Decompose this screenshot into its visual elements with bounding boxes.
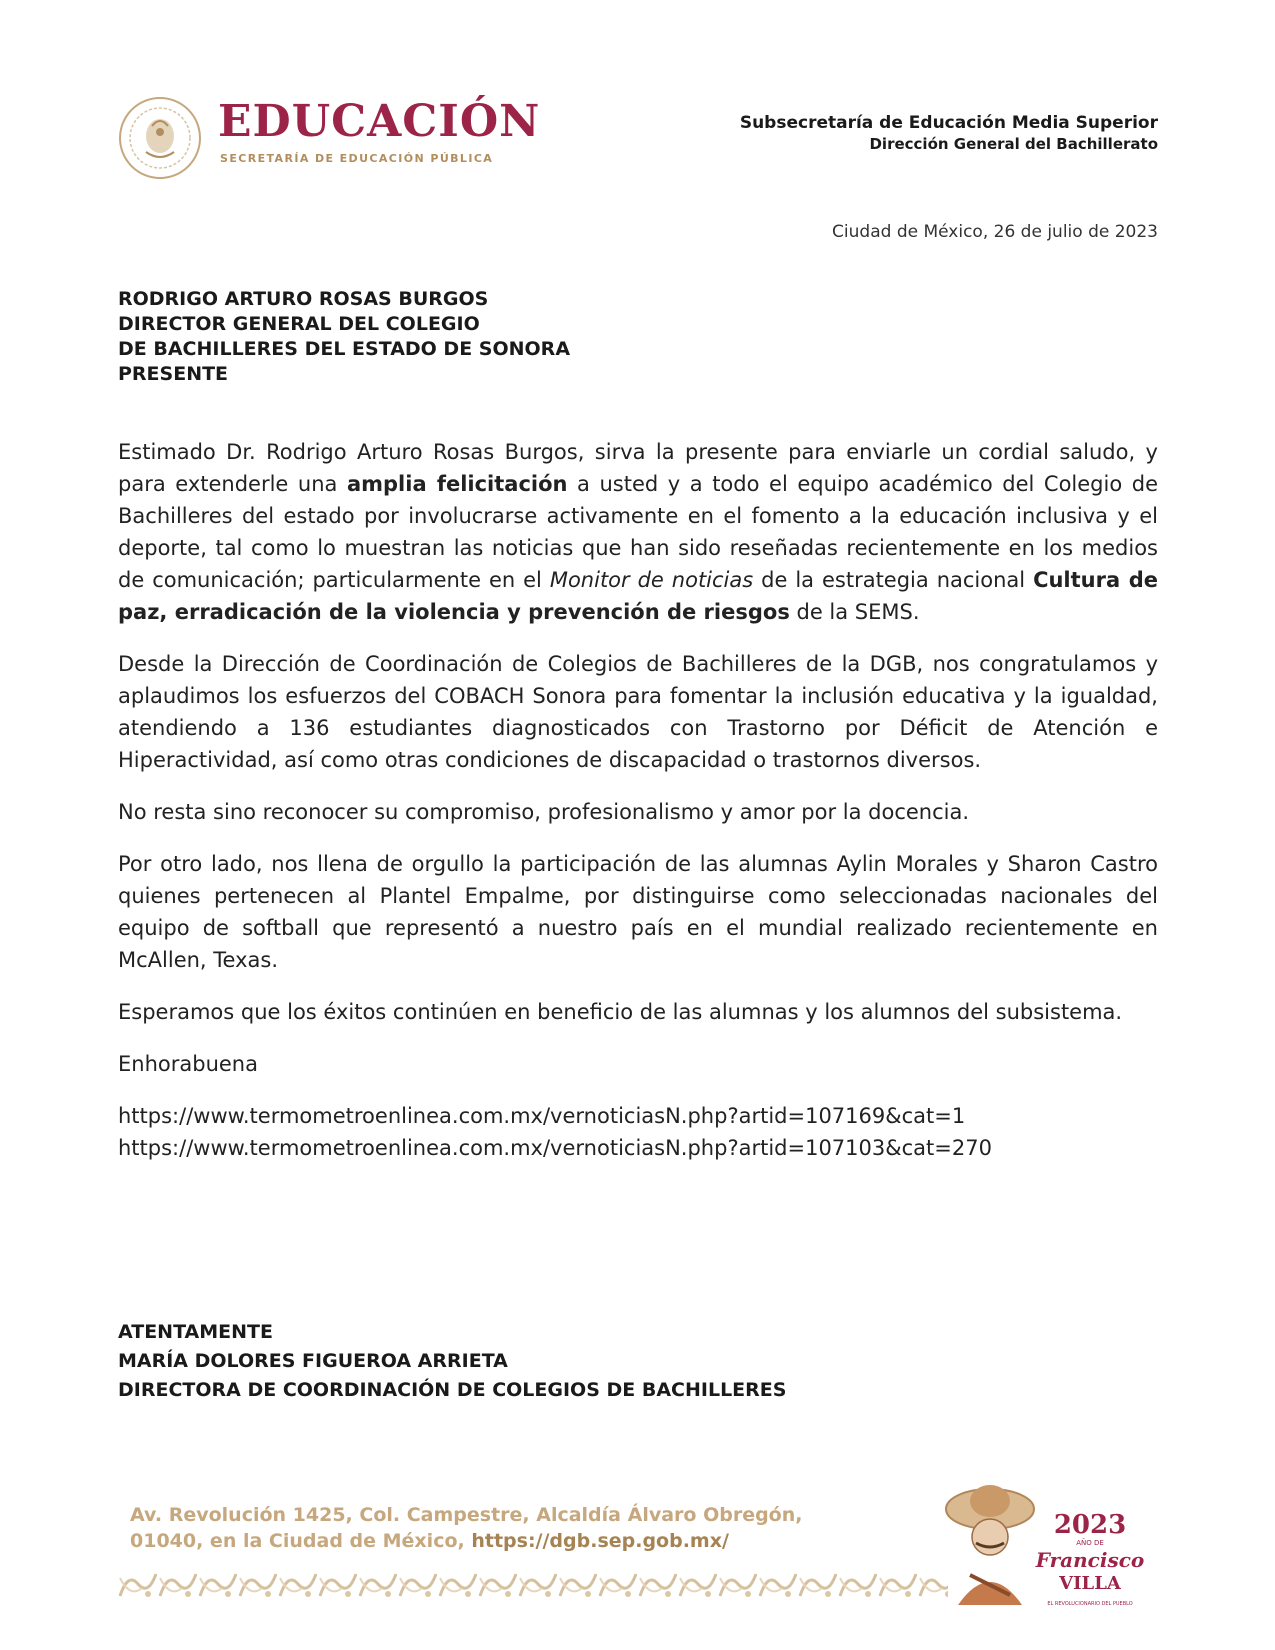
p1-bold-strategy: Cultura de paz, erradicación de la violencia y prevención de riesgos [118, 568, 1158, 624]
paragraph-3: No resta sino reconocer su compromiso, profesionalismo y amor por la docencia. [118, 800, 970, 824]
p1-bold-felicitacion: amplia felicitación [346, 472, 568, 496]
addressee-line: DE BACHILLERES DEL ESTADO DE SONORA [118, 338, 571, 360]
p1-text-a: Estimado Dr. Rodrigo Arturo Rosas Burgos, sirva la presente para enviarle un cordial saludo, y para extenderle una [118, 440, 1158, 496]
news-link[interactable]: https://www.termometroenlinea.com.mx/vernoticiasN.php?artid=107169&cat=1 [118, 1104, 966, 1128]
paragraph-5: Esperamos que los éxitos continúen en beneficio de las alumnas y los alumnos del subsistema. [118, 1000, 1123, 1024]
addressee-line: PRESENTE [118, 363, 229, 385]
paragraph-4: Por otro lado, nos llena de orgullo la participación de las alumnas Aylin Morales y Sharon Castro quienes pertenecen al Plantel Empalme, por distinguirse como seleccionadas nacionales del equipo de softball que representó a nuestro país en el mundial realizado recientemente en McAllen, Texas. [118, 852, 1158, 972]
paragraph-6: Enhorabuena [118, 1052, 258, 1076]
footer-url-link[interactable]: https://dgb.sep.gob.mx/ [471, 1530, 729, 1552]
p1-italic-monitor: Monitor de noticias [549, 568, 754, 592]
badge-small: AÑO DE [1076, 1539, 1104, 1547]
org-line-1: Subsecretaría de Educación Media Superior [739, 113, 1158, 133]
francisco-villa-2023-badge [940, 1475, 1170, 1615]
brand-title: EDUCACIÓN [218, 96, 541, 147]
decorative-pattern-band [118, 1568, 948, 1602]
p1-text-g: de la SEMS. [789, 600, 920, 624]
brand-subtitle: SECRETARÍA DE EDUCACIÓN PÚBLICA [220, 152, 494, 165]
p1-text-e: de la estrategia nacional [753, 568, 1034, 592]
signature-line: MARÍA DOLORES FIGUEROA ARRIETA [118, 1350, 508, 1372]
addressee-block [118, 287, 570, 387]
news-link[interactable]: https://www.termometroenlinea.com.mx/vernoticiasN.php?artid=107103&cat=270 [118, 1136, 992, 1160]
paragraph-1 [118, 436, 1158, 628]
signature-line: ATENTAMENTE [118, 1321, 273, 1343]
p1-text-c: a usted y a todo el equipo académico del Colegio de Bachilleres del estado por involucrarse activamente en el fomento a la educación inclusiva y el deporte, tal como lo muestran las noticias que han sido reseñadas recientemente en los medios de comunicación; particularmente en el [118, 472, 1159, 592]
org-line-2: Dirección General del Bachillerato [869, 135, 1158, 153]
signature-block [118, 1318, 786, 1405]
footer-address [130, 1502, 802, 1554]
address-line-2 [130, 1528, 802, 1554]
address-line-2-text: 01040, en la Ciudad de México, [130, 1530, 472, 1552]
address-line-1: Av. Revolución 1425, Col. Campestre, Alcaldía Álvaro Obregón, [130, 1504, 803, 1526]
sep-logo [118, 94, 548, 184]
national-seal-icon [118, 96, 202, 180]
signature-line: DIRECTORA DE COORDINACIÓN DE COLEGIOS DE BACHILLERES [118, 1379, 787, 1401]
letter-date: Ciudad de México, 26 de julio de 2023 [832, 222, 1158, 242]
organization-block [740, 112, 1158, 154]
badge-year: 2023 [1053, 1510, 1127, 1540]
badge-name-1: Francisco [1035, 1548, 1145, 1572]
addressee-line: RODRIGO ARTURO ROSAS BURGOS [118, 288, 489, 310]
paragraph-2: Desde la Dirección de Coordinación de Colegios de Bachilleres de la DGB, nos congratulamos y aplaudimos los esfuerzos del COBACH Sonora para fomentar la inclusión educativa y la igualdad, atendiendo a 136 estudiantes diagnosticados con Trastorno por Déficit de Atención e Hiperactividad, así como otras condiciones de discapacidad o trastornos diversos. [118, 652, 1158, 772]
news-links [118, 1100, 1158, 1164]
addressee-line: DIRECTOR GENERAL DEL COLEGIO [118, 313, 480, 335]
badge-tagline: EL REVOLUCIONARIO DEL PUEBLO [1047, 1601, 1133, 1607]
letter-body [118, 436, 1158, 1164]
badge-name-2: VILLA [1059, 1573, 1121, 1594]
